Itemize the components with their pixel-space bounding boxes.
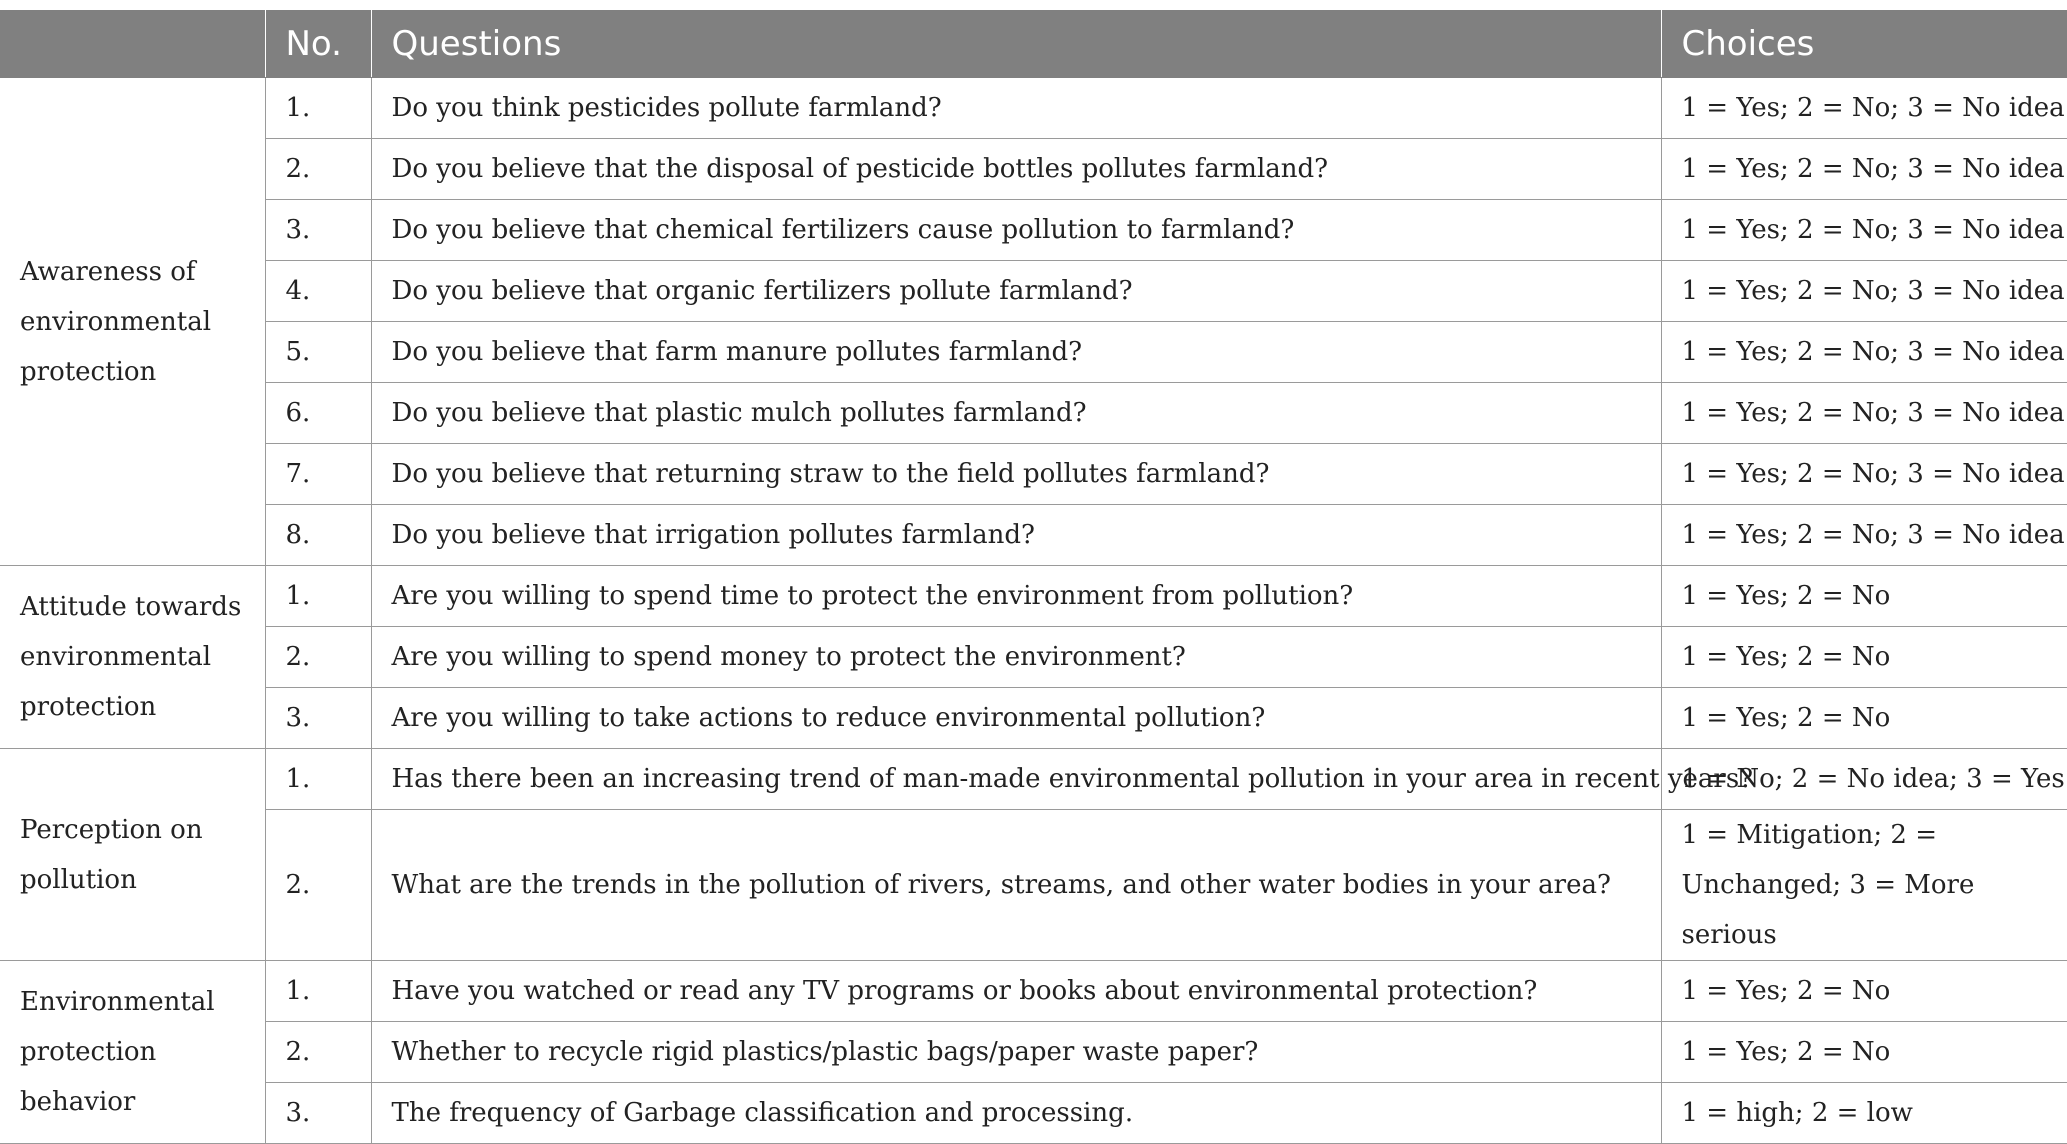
table-row	[0, 261, 2067, 322]
row-number: 4.	[265, 261, 371, 322]
table-header	[0, 10, 2067, 78]
row-choices: 1 = No; 2 = No idea; 3 = Yes	[1661, 749, 2067, 810]
row-choices: 1 = Yes; 2 = No; 3 = No idea	[1661, 78, 2067, 139]
table-row	[0, 505, 2067, 566]
table-row	[0, 139, 2067, 200]
table-row	[0, 749, 2067, 810]
row-choices: 1 = Yes; 2 = No; 3 = No idea	[1661, 444, 2067, 505]
table-row	[0, 566, 2067, 627]
row-number: 2.	[265, 810, 371, 961]
header-no: No.	[265, 10, 371, 78]
row-question: Has there been an increasing trend of man-made environmental pollution in your area in recent years?	[371, 749, 1661, 810]
table-row	[0, 1022, 2067, 1083]
row-choices: 1 = Yes; 2 = No; 3 = No idea	[1661, 383, 2067, 444]
row-choices: 1 = Yes; 2 = No; 3 = No idea	[1661, 139, 2067, 200]
table-row	[0, 810, 2067, 961]
row-question: Do you think pesticides pollute farmland?	[371, 78, 1661, 139]
table-container	[0, 10, 2067, 1144]
category-awareness: Awareness of environmental protection	[0, 78, 265, 566]
row-choices: 1 = Yes; 2 = No	[1661, 1022, 2067, 1083]
row-number: 3.	[265, 688, 371, 749]
row-choices: 1 = Yes; 2 = No	[1661, 688, 2067, 749]
row-number: 1.	[265, 78, 371, 139]
row-choices: 1 = Yes; 2 = No; 3 = No idea	[1661, 322, 2067, 383]
row-choices: 1 = Yes; 2 = No	[1661, 566, 2067, 627]
row-choices: 1 = high; 2 = low	[1661, 1083, 2067, 1144]
row-number: 3.	[265, 200, 371, 261]
survey-questions-table	[0, 10, 2067, 1144]
table-row	[0, 1083, 2067, 1144]
table-row	[0, 383, 2067, 444]
category-perception: Perception on pollution	[0, 749, 265, 961]
row-number: 2.	[265, 1022, 371, 1083]
table-row	[0, 322, 2067, 383]
row-number: 1.	[265, 566, 371, 627]
row-number: 6.	[265, 383, 371, 444]
row-question: Are you willing to take actions to reduce environmental pollution?	[371, 688, 1661, 749]
row-question: Do you believe that organic fertilizers pollute farmland?	[371, 261, 1661, 322]
table-row	[0, 444, 2067, 505]
row-question: What are the trends in the pollution of rivers, streams, and other water bodies in your area?	[371, 810, 1661, 961]
row-number: 8.	[265, 505, 371, 566]
row-question: The frequency of Garbage classification and processing.	[371, 1083, 1661, 1144]
header-row	[0, 10, 2067, 78]
row-question: Do you believe that irrigation pollutes farmland?	[371, 505, 1661, 566]
row-choices: 1 = Yes; 2 = No	[1661, 627, 2067, 688]
row-number: 7.	[265, 444, 371, 505]
row-choices: 1 = Yes; 2 = No	[1661, 961, 2067, 1022]
row-question: Have you watched or read any TV programs or books about environmental protection?	[371, 961, 1661, 1022]
row-question: Do you believe that farm manure pollutes farmland?	[371, 322, 1661, 383]
row-question: Do you believe that chemical fertilizers cause pollution to farmland?	[371, 200, 1661, 261]
row-number: 2.	[265, 627, 371, 688]
row-choices: 1 = Yes; 2 = No; 3 = No idea	[1661, 200, 2067, 261]
header-choices: Choices	[1661, 10, 2067, 78]
row-question: Whether to recycle rigid plastics/plastic bags/paper waste paper?	[371, 1022, 1661, 1083]
row-question: Do you believe that the disposal of pesticide bottles pollutes farmland?	[371, 139, 1661, 200]
table-row	[0, 78, 2067, 139]
table-row	[0, 961, 2067, 1022]
row-question: Are you willing to spend money to protect the environment?	[371, 627, 1661, 688]
row-number: 1.	[265, 749, 371, 810]
table-row	[0, 200, 2067, 261]
table-body	[0, 78, 2067, 1144]
row-number: 3.	[265, 1083, 371, 1144]
row-choices: 1 = Yes; 2 = No; 3 = No idea	[1661, 261, 2067, 322]
header-category	[0, 10, 265, 78]
row-number: 1.	[265, 961, 371, 1022]
row-choices: 1 = Yes; 2 = No; 3 = No idea	[1661, 505, 2067, 566]
row-number: 5.	[265, 322, 371, 383]
row-choices: 1 = Mitigation; 2 = Unchanged; 3 = More serious	[1661, 810, 2067, 961]
table-row	[0, 627, 2067, 688]
header-questions: Questions	[371, 10, 1661, 78]
table-row	[0, 688, 2067, 749]
category-behavior: Environmental protection behavior	[0, 961, 265, 1144]
row-number: 2.	[265, 139, 371, 200]
row-question: Are you willing to spend time to protect the environment from pollution?	[371, 566, 1661, 627]
row-question: Do you believe that returning straw to the field pollutes farmland?	[371, 444, 1661, 505]
row-question: Do you believe that plastic mulch pollutes farmland?	[371, 383, 1661, 444]
category-attitude: Attitude towards environmental protection	[0, 566, 265, 749]
